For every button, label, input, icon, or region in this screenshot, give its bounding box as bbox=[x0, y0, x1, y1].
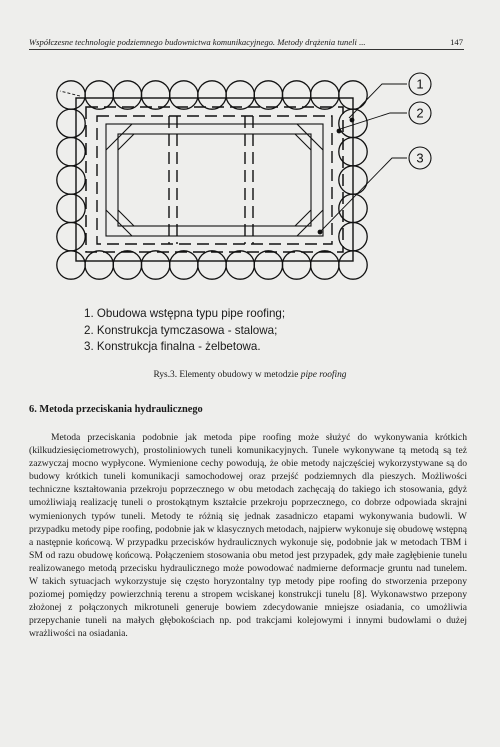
pipe-circle bbox=[85, 81, 113, 109]
pipe-circle bbox=[311, 251, 339, 279]
pipe-circle bbox=[141, 251, 169, 279]
concrete-lining-inner bbox=[118, 134, 311, 226]
pipe-circle bbox=[57, 109, 85, 137]
body-paragraph: Metoda przeciskania podobnie jak metoda pipe roofing może służyć do wykonywania krótkich (kilkudziesięciometrowych), prostoliniowych tuneli komunikacyjnych. Tunele wykonywane tą metodą są też zazwyczaj mocno wypłycone. Wymienione cechy powodują, że obie metody najczęściej wykorzystywane są do budowy krótkich tuneli komunikacji samochodowej oraz przejść podziemnych dla pieszych. Możliwości techniczne kształtowania przekroju poprzecznego w obu metodach zachęcają do takiego ich stosowania, gdyż umożliwiają realizację tuneli o prostokątnym kształcie przekroju poprzecznego, co dobrze odpowiada skrajni wymienionych typów tuneli. Metody te różnią się jednak zasadniczo etapami wykonywania budowli. W przypadku metody pipe roofing, podobnie jak w klasycznych metodach, najpierw wykonuje się obudowę wstępną a następnie końcową. W przypadku przecisków hydraulicznych wykonuje się, podobnie jak w metodach TBM i SM od razu obudowę końcową. Połączeniem stosowania obu metod jest przypadek, gdy małe zagłębienie tunelu realizowanego metodą przecisku hydraulicznego może powodować nadmierne deformacje gruntu nad tunelem. W takich sytuacjach wykorzystuje się często horyzontalny typ metody pipe roofing do stworzenia przepony poziomej pomiędzy powierzchnią terenu a stropem wciskanej konstrukcji tunelu [8]. Wykonawstwo przepony złożonej z połączonych mikrotuneli generuje bowiem zdecydowanie mniejsze osiadania, co umożliwia przepychanie tuneli na małych głębokościach np. pod trakcjami kolejowymi i innymi budowlami o dużej wrażliwości na osiadania. bbox=[29, 432, 467, 640]
pipe-circle bbox=[113, 81, 141, 109]
caption-prefix: Rys.3. Elementy obudowy w metodzie bbox=[153, 370, 301, 380]
pipe-circle bbox=[141, 81, 169, 109]
callout-leaders bbox=[60, 84, 407, 232]
pipe-circle bbox=[170, 81, 198, 109]
legend-item-1: 1. Obudowa wstępna typu pipe roofing; bbox=[84, 307, 286, 320]
caption-italic: pipe roofing bbox=[300, 370, 347, 380]
pipe-roof-ring bbox=[57, 81, 367, 279]
body-text bbox=[29, 431, 467, 641]
pipe-circle bbox=[311, 81, 339, 109]
figure-caption bbox=[0, 370, 500, 380]
callout-2 bbox=[409, 102, 431, 124]
pipe-roofing-figure bbox=[0, 0, 500, 320]
pipe-circle bbox=[226, 81, 254, 109]
pipe-circle bbox=[254, 81, 282, 109]
steel-frame-outer bbox=[86, 107, 343, 252]
legend-item-3: 3. Konstrukcja finalna - żelbetowa. bbox=[84, 340, 261, 353]
pipe-circle bbox=[198, 81, 226, 109]
callout-dot-1 bbox=[350, 118, 355, 123]
figure-legend bbox=[84, 306, 285, 356]
pipe-circle bbox=[170, 251, 198, 279]
pipe-circle bbox=[57, 222, 85, 250]
pipe-circle bbox=[85, 251, 113, 279]
pipe-circle bbox=[226, 251, 254, 279]
pipe-circle bbox=[57, 166, 85, 194]
callout-label-1: 1 bbox=[416, 76, 424, 92]
pipe-circle bbox=[57, 251, 85, 279]
callout-3 bbox=[409, 147, 431, 169]
running-title: Współczesne technologie podziemnego budownictwa komunikacyjnego. Metody drążenia tuneli ... bbox=[29, 37, 366, 47]
pipe-circle bbox=[57, 137, 85, 165]
callout-label-3: 3 bbox=[416, 150, 424, 166]
pipe-circle bbox=[282, 81, 310, 109]
callout-dot-3 bbox=[318, 230, 323, 235]
pipe-circle bbox=[254, 251, 282, 279]
callout-label-2: 2 bbox=[416, 105, 424, 121]
callout-dot-2 bbox=[337, 129, 342, 134]
pipe-circle bbox=[113, 251, 141, 279]
legend-item-2: 2. Konstrukcja tymczasowa - stalowa; bbox=[84, 323, 278, 337]
pipe-circle bbox=[198, 251, 226, 279]
pipe-circle bbox=[57, 194, 85, 222]
haunches bbox=[106, 124, 323, 236]
central-walls bbox=[169, 116, 253, 244]
page-number: 147 bbox=[450, 37, 463, 47]
pipe-circle bbox=[282, 251, 310, 279]
section-heading: 6. Metoda przeciskania hydraulicznego bbox=[29, 404, 203, 415]
callout-1 bbox=[409, 73, 431, 95]
pipe-circle bbox=[57, 81, 85, 109]
concrete-lining-outer bbox=[106, 124, 323, 236]
